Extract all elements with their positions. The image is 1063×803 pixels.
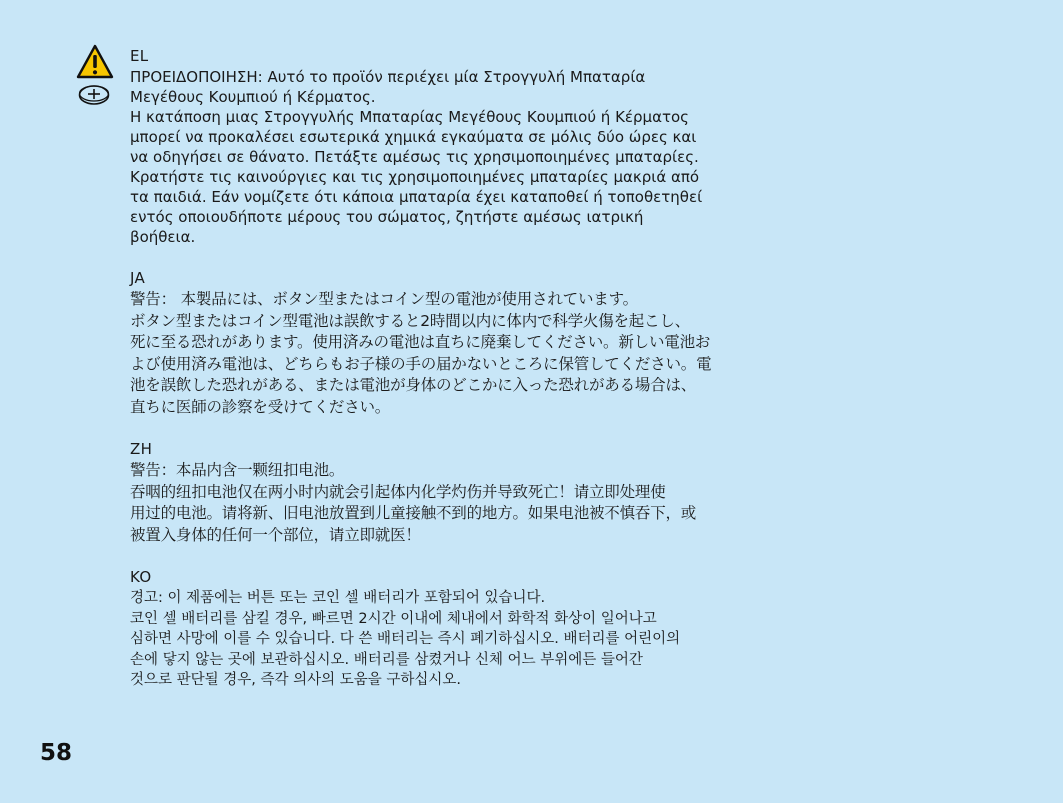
- text-line: 直ちに医師の診察を受けてください。: [130, 397, 391, 416]
- text-line: βοήθεια.: [130, 228, 196, 246]
- text-line: 警告： 本製品には、ボタン型またはコイン型の電池が使用されています。: [130, 290, 638, 308]
- language-code: ZH: [130, 440, 153, 458]
- icon-column: [76, 44, 116, 106]
- text-line: τα παιδιά. Εάν νομίζετε ότι κάποια μπαταρία έχει καταποθεί ή τοποθετηθεί: [130, 188, 703, 206]
- section-ko: [130, 567, 770, 691]
- text-line: Κρατήστε τις καινούργιες και τις χρησιμοποιημένες μπαταρίες μακριά από: [130, 168, 700, 186]
- text-line: 경고: 이 제품에는 버튼 또는 코인 셀 배터리가 포함되어 있습니다.: [130, 590, 546, 606]
- text-line: 코인 셀 배터리를 삼킬 경우, 빠르면 2시간 이내에 체내에서 화학적 화상이 일어나고: [130, 610, 657, 627]
- language-code: EL: [130, 47, 149, 65]
- text-line: 被置入身体的任何一个部位，请立即就医！: [130, 525, 421, 544]
- text-line: εντός οποιουδήποτε μέρους του σώματος, ζητήστε αμέσως ιατρική: [130, 208, 644, 226]
- section-zh: [130, 439, 770, 546]
- text-line: ΠΡΟΕΙΔΟΠΟΙΗΣΗ: Αυτό το προϊόν περιέχει μία Στρογγυλή Μπαταρία: [130, 68, 646, 86]
- warning-triangle-icon: [76, 44, 114, 80]
- text-line: 吞咽的纽扣电池仅在两小时内就会引起体内化学灼伤并导致死亡！请立即处理使: [130, 482, 666, 501]
- language-code: KO: [130, 568, 152, 586]
- text-line: 警告：本品内含一颗纽扣电池。: [130, 461, 345, 479]
- section-el: [130, 46, 770, 247]
- text-line: 死に至る恐れがあります。使用済みの電池は直ちに廃棄してください。新しい電池お: [130, 333, 711, 351]
- text-line: 것으로 판단될 경우, 즉각 의사의 도움을 구하십시오.: [130, 672, 462, 688]
- text-line: 심하면 사망에 이를 수 있습니다. 다 쓴 배터리는 즉시 폐기하십시오. 배터리를 어린이의: [130, 631, 681, 647]
- text-line: Η κατάποση μιας Στρογγυλής Μπαταρίας Μεγέθους Κουμπιού ή Κέρματος: [130, 108, 689, 126]
- language-code: JA: [130, 269, 146, 287]
- text-line: Μεγέθους Κουμπιού ή Κέρματος.: [130, 88, 376, 106]
- coin-battery-icon: [78, 84, 110, 106]
- text-line: ボタン型またはコイン型電池は誤飲すると2時間以内に体内で科学火傷を起こし、: [130, 311, 690, 330]
- section-ja: [130, 268, 770, 418]
- warning-text-block: [130, 46, 770, 712]
- text-line: 用过的电池。请将新、旧电池放置到儿童接触不到的地方。如果电池被不慎吞下，或: [130, 504, 697, 522]
- text-line: να οδηγήσει σε θάνατο. Πετάξτε αμέσως τις χρησιμοποιημένες μπαταρίες.: [130, 148, 699, 166]
- text-line: μπορεί να προκαλέσει εσωτερικά χημικά εγκαύματα σε μόλις δύο ώρες και: [130, 128, 697, 146]
- page-number: 58: [40, 740, 73, 766]
- text-line: 池を誤飲した恐れがある、または電池が身体のどこかに入った恐れがある場合は、: [130, 376, 697, 394]
- text-line: よび使用済み電池は、どちらもお子様の手の届かないところに保管してください。電: [130, 354, 712, 373]
- text-line: 손에 닿지 않는 곳에 보관하십시오. 배터리를 삼켰거나 신체 어느 부위에든 들어간: [130, 651, 643, 668]
